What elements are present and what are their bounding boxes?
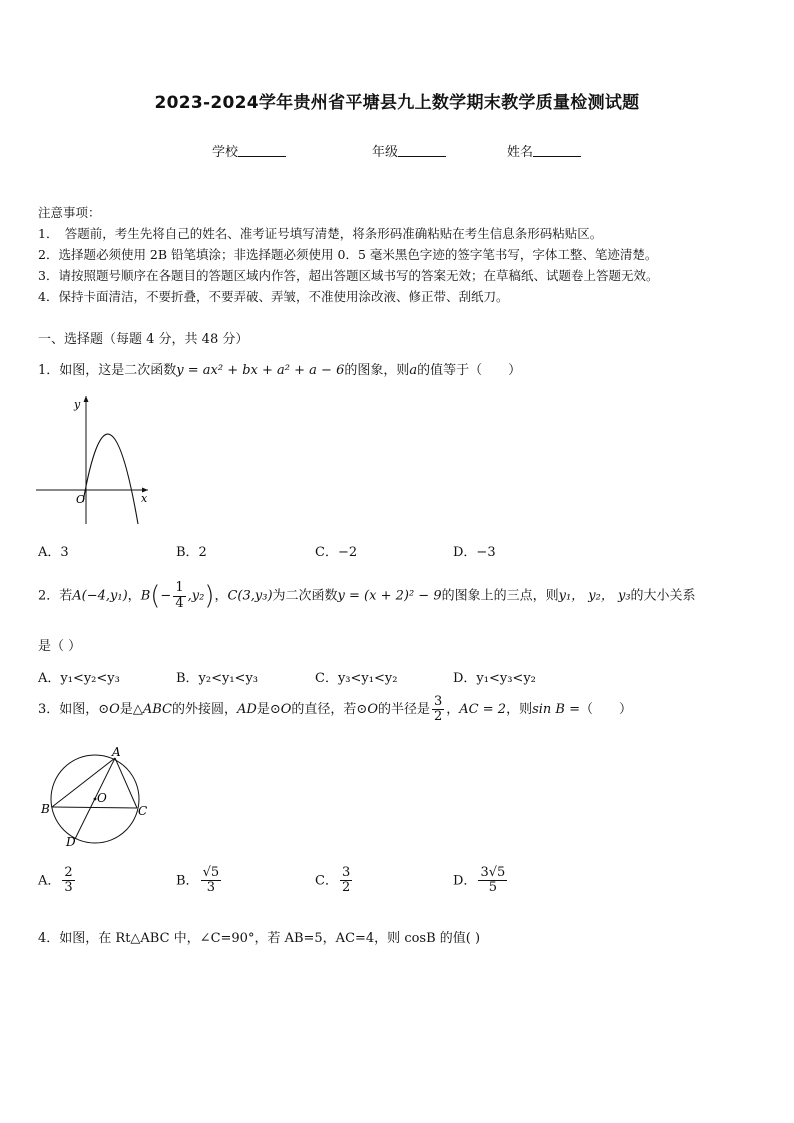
q3-option-d: [453, 866, 509, 896]
question-4: 4．如图，在 Rt△ABC 中，∠C=90°，若 AB=5，AC=4，则 cosB 的值( ): [38, 931, 481, 946]
q3-circle-figure: [40, 745, 160, 850]
question-3: [38, 690, 632, 730]
q3-radius-num: 3: [434, 693, 443, 709]
q3-option-num: 3: [341, 865, 351, 880]
name-blank: [533, 144, 581, 157]
q3-option-num: √5: [202, 865, 220, 880]
q3-circle: ⊙O: [98, 702, 120, 717]
page-title: 2023-2024学年贵州省平塘县九上数学期末教学质量检测试题: [154, 93, 640, 113]
grade-label: 年级: [372, 145, 399, 160]
q1-suffix: 的值等于（ ）: [417, 363, 522, 378]
q3-text: ，: [446, 702, 460, 717]
q1-option-b: B．2: [176, 545, 207, 560]
q1-prefix: 1．如图，这是二次函数: [38, 363, 177, 378]
q3-sinb: sin B =: [532, 702, 580, 717]
q2-point-b-y: ,y₂: [187, 588, 205, 604]
q3-ac: AC = 2: [459, 702, 507, 717]
school-label: 学校: [212, 145, 239, 160]
q2-frac-num: 1: [175, 580, 184, 596]
q3-option-label: B．: [176, 873, 199, 889]
q1-option-c: C．−2: [315, 545, 358, 560]
q3-option-c: [315, 866, 354, 896]
label-c: C: [138, 804, 148, 818]
question-1: [38, 359, 521, 378]
q2-option-a: A．y₁<y₂<y₃: [38, 671, 120, 686]
q2-option-d: D．y₁<y₃<y₂: [453, 671, 536, 686]
q2-suffix: 的图象上的三点，则: [441, 588, 559, 604]
q3-text: （ ）: [580, 702, 633, 717]
notice-item: 3．请按照题号顺序在各题目的答题区域内作答，超出答题区域书写的答案无效；在草稿纸、试题卷上答题无效。: [38, 268, 659, 283]
q1-option-d: D．−3: [453, 545, 496, 560]
q3-option-label: A．: [38, 873, 61, 889]
x-axis-label: x: [141, 492, 148, 505]
grade-field: [372, 141, 446, 160]
q3-option-label: C．: [315, 873, 338, 889]
q3-option-num: 2: [64, 865, 73, 880]
q2-point-c: C(3,y₃): [227, 588, 273, 604]
label-o: O: [97, 791, 107, 805]
origin-label: O: [76, 493, 86, 506]
y-axis-arrow: [84, 396, 89, 402]
q1-mid: 的图象，则: [344, 363, 410, 378]
q3-text: 是: [119, 702, 133, 717]
q2-point-a: A(−4,y₁): [72, 588, 128, 604]
school-blank: [238, 144, 286, 157]
name-label: 姓名: [507, 145, 534, 160]
label-b: B: [41, 802, 50, 816]
q1-parabola-graph: [36, 392, 156, 532]
q2-option-c: C．y₃<y₁<y₂: [315, 671, 398, 686]
q2-mid: 为二次函数: [272, 588, 338, 604]
q2-sep: ，: [214, 588, 228, 604]
q3-text: 是: [256, 702, 270, 717]
q2-prefix: 2．若: [38, 588, 73, 604]
q3-prefix: 3．如图，: [38, 702, 99, 717]
center-point: [94, 798, 97, 801]
section-heading: 一、选择题（每题 4 分，共 48 分）: [38, 332, 249, 347]
q3-text: 的直径，若: [291, 702, 357, 717]
q3-option-den: 3: [64, 880, 73, 896]
q3-ad: AD: [237, 702, 257, 717]
notice-item: 4．保持卡面清洁，不要折叠，不要弄破、弄皱，不准使用涂改液、修正带、刮纸刀。: [38, 289, 509, 304]
q3-option-label: D．: [453, 873, 477, 889]
q2-fraction: [173, 581, 185, 611]
label-d: D: [66, 835, 76, 849]
notice-heading: 注意事项：: [38, 205, 101, 220]
notice-item: 2．选择题必须使用 2B 铅笔填涂；非选择题必须使用 0．5 毫米黑色字迹的签字笔书写，字体工整、笔迹清楚。: [38, 247, 658, 262]
q3-text: 的外接圆，: [172, 702, 238, 717]
q2-option-b: B．y₂<y₁<y₃: [176, 671, 259, 686]
q3-circle: ⊙O: [356, 702, 378, 717]
label-a: A: [112, 745, 121, 759]
name-field: [507, 141, 581, 160]
q2-sep: ，: [127, 588, 141, 604]
y-axis-label: y: [74, 398, 81, 411]
q3-option-den: 3: [206, 880, 215, 896]
q3-option-den: 2: [341, 880, 351, 896]
q3-option-a: [38, 866, 77, 896]
q3-circle: ⊙O: [269, 702, 292, 717]
q3-text: 的半径是: [377, 702, 430, 717]
q1-formula: y = ax² + bx + a² + a − 6: [176, 363, 345, 378]
school-field: [212, 141, 286, 160]
q1-option-a: A．3: [38, 545, 69, 560]
q3-triangle: △ABC: [132, 702, 172, 717]
q3-option-den: 5: [488, 880, 497, 896]
parabola-curve: [83, 434, 138, 524]
question-2: 2．若A(−4,y₁)，B(− $\frac{1}{4}$ ,y₂)，C(3,y₃)为二次函数y = (x + 2)² − 9的图象上的三点，则y₁， y₂， y₃的大小关系: [38, 580, 696, 611]
segment-bc: [52, 807, 137, 808]
q2-right-paren: ): [204, 581, 215, 611]
q3-radius-den: 2: [434, 709, 443, 724]
q2-frac-den: 4: [175, 595, 184, 611]
segment-ac: [115, 758, 137, 808]
q3-text: ，则: [506, 702, 533, 717]
grade-blank: [398, 144, 446, 157]
q1-var: a: [409, 363, 418, 378]
q2-left-paren: (: [150, 581, 161, 611]
q3-radius-fraction: [432, 695, 444, 725]
q3-option-b: [176, 866, 223, 896]
q2-line2: 是（ ）: [38, 639, 82, 654]
q3-option-num: 3√5: [480, 865, 506, 880]
q2-formula: y = (x + 2)² − 9: [337, 588, 442, 604]
notice-item: 1． 答题前，考生先将自己的姓名、准考证号填写清楚，将条形码准确粘贴在考生信息条形码粘贴区。: [38, 226, 603, 241]
q2-tail: 的大小关系: [630, 588, 696, 604]
q2-vars: y₁， y₂， y₃: [558, 588, 631, 604]
q2-point-b-label: B: [140, 588, 151, 604]
